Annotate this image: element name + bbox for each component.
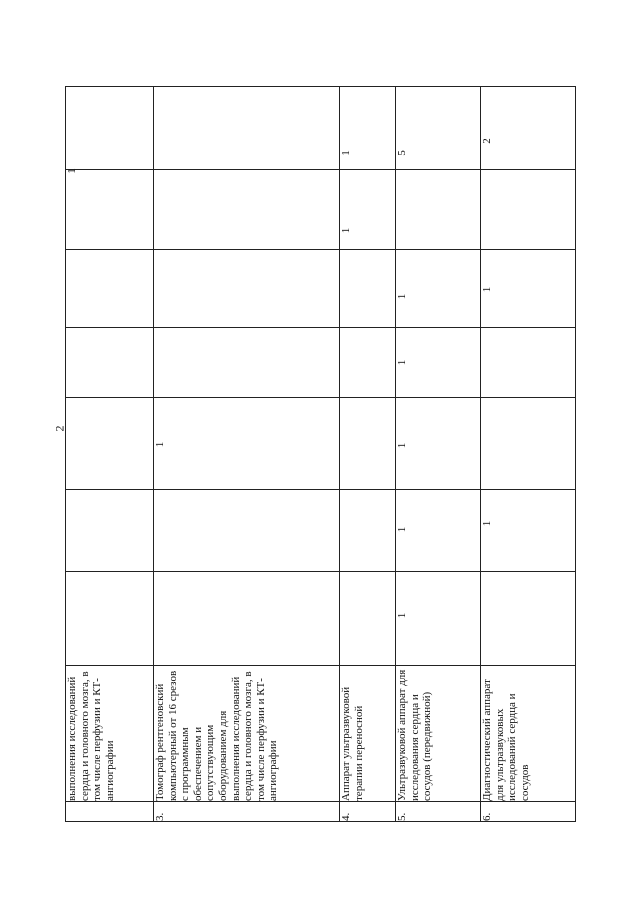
equipment-table <box>65 86 576 822</box>
equipment-name: Ультразвуковой аппарат для исследования сердца и сосудов (передвижной) <box>396 666 481 802</box>
quantity-cell <box>340 170 396 250</box>
quantity-cell <box>340 490 396 572</box>
quantity-cell <box>396 398 481 490</box>
quantity-cell <box>340 398 396 490</box>
quantity-cell <box>481 170 576 250</box>
row-number: 4. <box>340 802 396 822</box>
row-number: 6. <box>481 802 576 822</box>
quantity-value: 1 <box>396 359 408 366</box>
quantity-cell <box>66 572 154 666</box>
table-row <box>396 87 481 822</box>
quantity-cell <box>154 490 340 572</box>
row-number: 3. <box>154 802 340 822</box>
quantity-value: 1 <box>340 227 352 234</box>
quantity-cell <box>481 398 576 490</box>
quantity-cell <box>154 170 340 250</box>
quantity-cell <box>66 87 154 174</box>
quantity-cell <box>340 572 396 666</box>
quantity-cell <box>396 328 481 398</box>
quantity-cell <box>154 572 340 666</box>
quantity-cell <box>154 328 340 398</box>
quantity-cell <box>481 328 576 398</box>
quantity-cell <box>481 250 576 328</box>
quantity-cell <box>66 328 154 398</box>
table-row <box>66 87 154 822</box>
quantity-cell <box>481 490 576 572</box>
quantity-value: 1 <box>396 526 408 533</box>
quantity-value: 1 <box>66 168 78 174</box>
quantity-cell <box>154 87 340 170</box>
quantity-value: 1 <box>481 286 493 293</box>
equipment-name: Аппарат ультразвуковой терапии переносной <box>340 666 396 802</box>
quantity-cell <box>154 398 340 490</box>
quantity-cell <box>396 490 481 572</box>
quantity-cell <box>340 250 396 328</box>
quantity-value: 1 <box>481 520 493 527</box>
quantity-cell <box>66 490 154 572</box>
quantity-cell <box>340 87 396 170</box>
row-number: 5. <box>396 802 481 822</box>
row-number <box>66 802 154 822</box>
quantity-cell <box>396 572 481 666</box>
quantity-value: 1 <box>154 441 166 448</box>
quantity-value: 5 <box>396 150 408 156</box>
quantity-value: 1 <box>340 150 352 156</box>
equipment-name: Диагностический аппарат для ультразвуковых исследований сердца и сосудов <box>481 666 576 802</box>
quantity-cell <box>396 170 481 250</box>
quantity-cell <box>66 170 154 250</box>
table-row <box>481 87 576 822</box>
quantity-cell <box>66 250 154 328</box>
table-row <box>340 87 396 822</box>
page-number: 2 <box>52 425 67 432</box>
quantity-cell <box>481 572 576 666</box>
quantity-cell <box>396 87 481 170</box>
quantity-cell <box>396 250 481 328</box>
table-row <box>154 87 340 822</box>
equipment-name: выполнения исследований сердца и головного мозга, в том числе перфузии и КТ-ангиографии <box>66 666 154 802</box>
equipment-name: Томограф рентгеновский компьютерный от 16 срезов с программным обеспечением и сопутствующим оборудованием для выполнения исследований сердца и головного мозга, в том числе перфузии и КТ-ангиографии <box>154 666 340 802</box>
quantity-value: 1 <box>396 612 408 619</box>
quantity-cell <box>340 328 396 398</box>
quantity-value: 2 <box>481 138 493 144</box>
quantity-value: 1 <box>396 293 408 300</box>
quantity-value: 1 <box>396 442 408 449</box>
quantity-cell <box>481 87 576 170</box>
quantity-cell <box>66 398 154 490</box>
quantity-cell <box>154 250 340 328</box>
